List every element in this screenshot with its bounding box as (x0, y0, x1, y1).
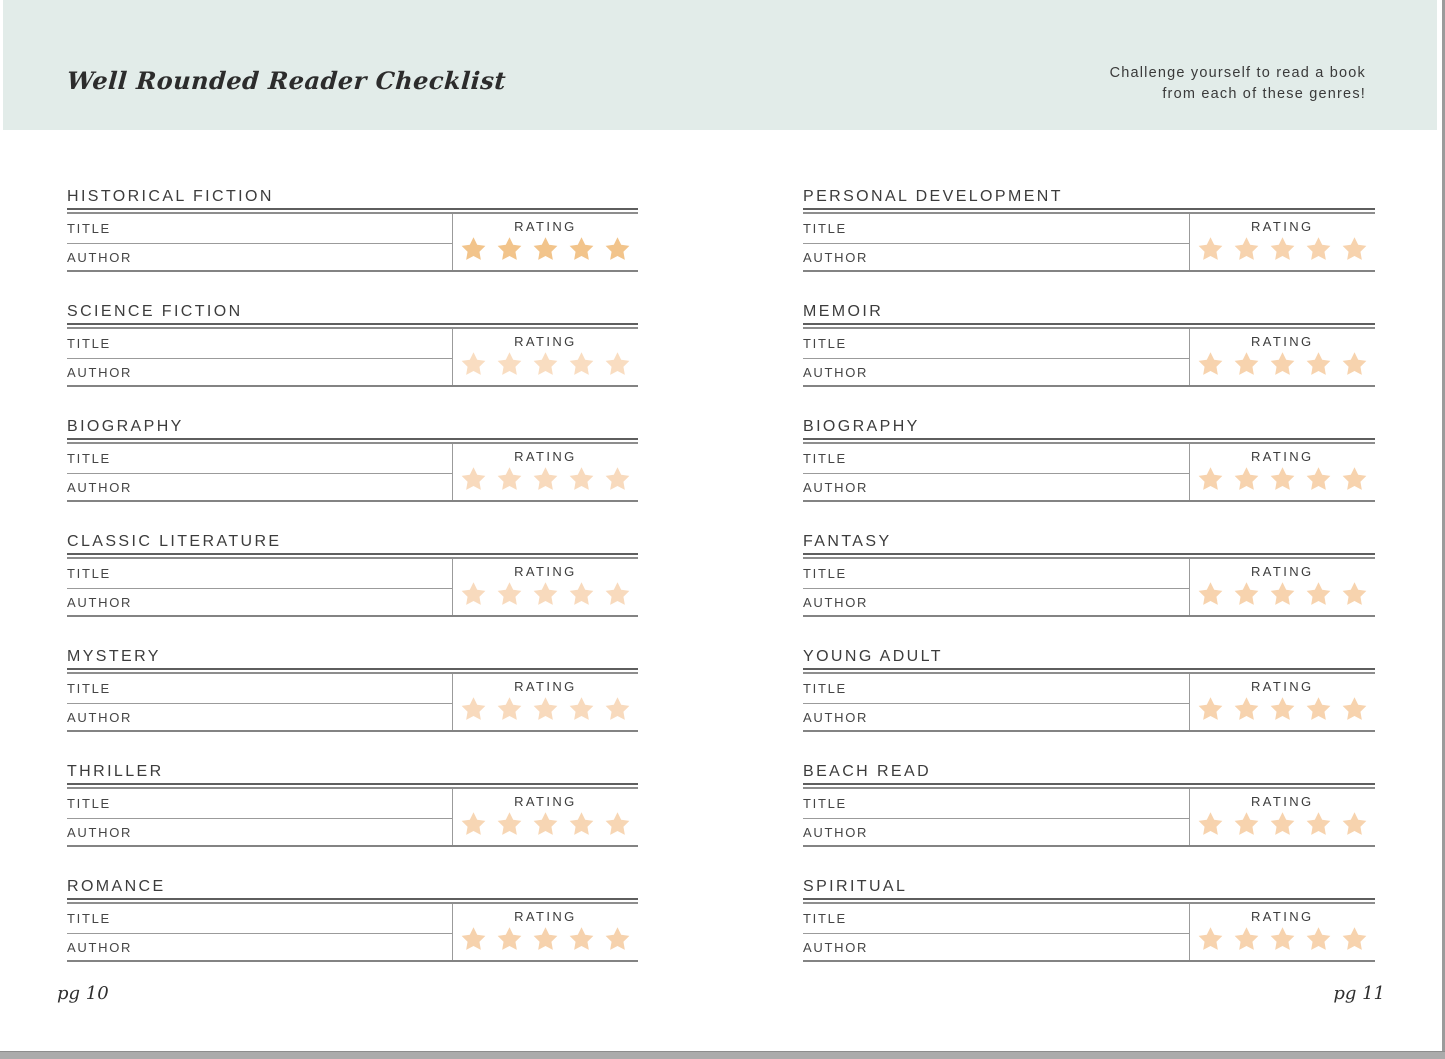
author-field (803, 244, 1189, 270)
header-subtitle-line2: from each of these genres! (1162, 86, 1366, 102)
genre-section (803, 301, 1375, 387)
genre-section (803, 416, 1375, 502)
title-field (803, 904, 1189, 934)
star-icon (1306, 697, 1331, 721)
title-field (803, 559, 1189, 589)
author-field (803, 474, 1189, 500)
rating-label: RATING (1250, 679, 1314, 694)
title-field (803, 329, 1189, 359)
author-label: AUTHOR (67, 594, 133, 610)
author-label: AUTHOR (803, 364, 869, 380)
header-banner (3, 0, 1437, 130)
star-icon (497, 697, 522, 721)
star-icon (533, 467, 558, 491)
title-label: TITLE (803, 911, 847, 926)
rating-cell (1189, 674, 1375, 730)
entry-fields (67, 214, 452, 270)
star-icon (569, 927, 594, 951)
rating-label: RATING (1250, 334, 1314, 349)
star-icon (1198, 697, 1223, 721)
author-label: AUTHOR (803, 709, 869, 725)
star-icon (533, 812, 558, 836)
star-icon (1234, 927, 1259, 951)
star-icon (1342, 352, 1367, 376)
entry-fields (803, 329, 1189, 385)
entry-fields (67, 559, 452, 615)
author-field (67, 474, 452, 500)
title-label: TITLE (67, 796, 111, 811)
star-icon (605, 927, 630, 951)
entry-fields (67, 329, 452, 385)
star-icon (1306, 352, 1331, 376)
star-icon (569, 812, 594, 836)
star-icon (497, 352, 522, 376)
entry-fields (803, 674, 1189, 730)
rating-cell (1189, 214, 1375, 270)
genre-heading: HISTORICAL FICTION (67, 188, 274, 205)
star-icon (1306, 237, 1331, 261)
sections-container (803, 186, 1375, 962)
star-icon (533, 352, 558, 376)
author-label: AUTHOR (67, 249, 133, 265)
genre-heading: YOUNG ADULT (803, 648, 943, 665)
star-icon (1270, 812, 1295, 836)
rating-cell (1189, 329, 1375, 385)
rating-label: RATING (514, 564, 577, 579)
title-field (67, 214, 452, 244)
title-label: TITLE (67, 336, 111, 351)
entry-rows (67, 904, 638, 962)
star-icon (497, 467, 522, 491)
author-field (803, 819, 1189, 845)
title-label: TITLE (803, 221, 847, 236)
star-icon (1198, 582, 1223, 606)
rating-label: RATING (1250, 219, 1314, 234)
star-icon (1342, 812, 1367, 836)
genre-heading: THRILLER (67, 763, 164, 780)
title-label: TITLE (67, 681, 111, 696)
star-icon (1270, 697, 1295, 721)
genre-section (67, 301, 638, 387)
star-icon (1270, 352, 1295, 376)
author-field (803, 704, 1189, 730)
star-icon (497, 582, 522, 606)
author-label: AUTHOR (803, 479, 869, 495)
star-icon (1234, 697, 1259, 721)
entry-fields (67, 444, 452, 500)
star-icon (533, 237, 558, 261)
title-field (803, 674, 1189, 704)
star-icon (569, 582, 594, 606)
entry-rows (67, 214, 638, 272)
author-label: AUTHOR (67, 709, 133, 725)
author-label: AUTHOR (803, 939, 869, 955)
rating-cell (452, 674, 638, 730)
checklist-page-right (803, 186, 1375, 991)
title-field (67, 904, 452, 934)
star-rating (1190, 812, 1375, 836)
title-field (803, 444, 1189, 474)
star-icon (1234, 812, 1259, 836)
star-rating (1190, 697, 1375, 721)
star-icon (1306, 467, 1331, 491)
genre-section (803, 531, 1375, 617)
genre-section (803, 876, 1375, 962)
genre-heading: BEACH READ (803, 763, 932, 780)
author-field (67, 934, 452, 960)
star-icon (533, 927, 558, 951)
entry-rows (803, 789, 1375, 847)
rating-label: RATING (1250, 564, 1314, 579)
title-label: TITLE (67, 911, 111, 926)
star-rating (453, 812, 638, 836)
star-icon (1198, 237, 1223, 261)
entry-fields (803, 904, 1189, 960)
star-icon (461, 237, 486, 261)
star-icon (1198, 352, 1223, 376)
genre-heading: BIOGRAPHY (67, 418, 184, 435)
author-field (803, 589, 1189, 615)
page-number-left: pg 10 (57, 983, 109, 1004)
star-icon (461, 812, 486, 836)
star-icon (1306, 812, 1331, 836)
author-label: AUTHOR (67, 479, 133, 495)
entry-rows (803, 329, 1375, 387)
title-label: TITLE (67, 221, 111, 236)
genre-heading: ROMANCE (67, 878, 166, 895)
page-number-right: pg 11 (1333, 983, 1385, 1004)
star-icon (1198, 927, 1223, 951)
genre-section (67, 416, 638, 502)
rating-label: RATING (514, 794, 577, 809)
star-icon (1234, 352, 1259, 376)
author-label: AUTHOR (67, 824, 133, 840)
checklist-page-left (67, 186, 638, 991)
star-rating (1190, 927, 1375, 951)
star-icon (605, 237, 630, 261)
star-icon (605, 582, 630, 606)
rating-cell (1189, 789, 1375, 845)
rating-cell (1189, 904, 1375, 960)
entry-rows (67, 444, 638, 502)
author-field (803, 934, 1189, 960)
genre-section (803, 761, 1375, 847)
author-field (67, 704, 452, 730)
genre-heading: PERSONAL DEVELOPMENT (803, 188, 1063, 205)
author-label: AUTHOR (67, 939, 133, 955)
author-label: AUTHOR (67, 364, 133, 380)
star-icon (1270, 237, 1295, 261)
title-field (67, 444, 452, 474)
author-field (67, 244, 452, 270)
star-icon (605, 697, 630, 721)
entry-fields (803, 789, 1189, 845)
genre-heading: SCIENCE FICTION (67, 303, 243, 320)
title-label: TITLE (803, 451, 847, 466)
star-icon (605, 352, 630, 376)
rating-cell (452, 789, 638, 845)
star-rating (1190, 237, 1375, 261)
author-label: AUTHOR (803, 594, 869, 610)
title-label: TITLE (803, 681, 847, 696)
star-icon (1342, 467, 1367, 491)
star-icon (1342, 582, 1367, 606)
star-icon (605, 467, 630, 491)
genre-section (67, 761, 638, 847)
title-label: TITLE (67, 566, 111, 581)
star-icon (497, 237, 522, 261)
entry-rows (803, 444, 1375, 502)
star-rating (1190, 467, 1375, 491)
star-icon (1234, 467, 1259, 491)
star-icon (569, 697, 594, 721)
title-field (67, 329, 452, 359)
genre-heading: MEMOIR (803, 303, 884, 320)
star-icon (1306, 582, 1331, 606)
star-icon (605, 812, 630, 836)
rating-label: RATING (1250, 909, 1314, 924)
star-icon (461, 582, 486, 606)
rating-cell (452, 214, 638, 270)
entry-fields (67, 789, 452, 845)
star-icon (569, 237, 594, 261)
rating-label: RATING (514, 449, 577, 464)
entry-fields (67, 904, 452, 960)
rating-cell (1189, 444, 1375, 500)
star-icon (1342, 237, 1367, 261)
title-label: TITLE (803, 796, 847, 811)
page-title: Well Rounded Reader Checklist (65, 66, 508, 95)
star-icon (1198, 467, 1223, 491)
entry-fields (803, 214, 1189, 270)
star-rating (1190, 582, 1375, 606)
entry-rows (803, 674, 1375, 732)
star-icon (569, 352, 594, 376)
rating-cell (452, 329, 638, 385)
rating-label: RATING (514, 679, 577, 694)
genre-section (803, 186, 1375, 272)
title-field (67, 789, 452, 819)
genre-section (67, 646, 638, 732)
genre-section (803, 646, 1375, 732)
genre-heading: BIOGRAPHY (803, 418, 920, 435)
genre-heading: MYSTERY (67, 648, 161, 665)
star-icon (1270, 927, 1295, 951)
header-subtitle-line1: Challenge yourself to read a book (1109, 65, 1366, 81)
entry-fields (803, 444, 1189, 500)
star-icon (461, 927, 486, 951)
star-icon (497, 812, 522, 836)
header-subtitle (1110, 63, 1366, 105)
author-label: AUTHOR (803, 824, 869, 840)
star-rating (453, 352, 638, 376)
author-field (67, 359, 452, 385)
entry-rows (67, 789, 638, 847)
entry-rows (67, 559, 638, 617)
entry-rows (803, 214, 1375, 272)
genre-section (67, 531, 638, 617)
title-field (67, 559, 452, 589)
title-field (803, 789, 1189, 819)
rating-label: RATING (514, 909, 577, 924)
star-icon (1234, 237, 1259, 261)
star-icon (1270, 582, 1295, 606)
star-icon (533, 582, 558, 606)
entry-rows (803, 904, 1375, 962)
star-icon (533, 697, 558, 721)
star-icon (1270, 467, 1295, 491)
genre-section (67, 876, 638, 962)
sections-container (67, 186, 638, 962)
rating-label: RATING (514, 334, 577, 349)
star-rating (453, 582, 638, 606)
page-edge-bottom (0, 1051, 1445, 1059)
title-field (803, 214, 1189, 244)
star-rating (453, 927, 638, 951)
entry-rows (803, 559, 1375, 617)
star-rating (453, 467, 638, 491)
genre-heading: SPIRITUAL (803, 878, 908, 895)
entry-fields (67, 674, 452, 730)
entry-rows (67, 329, 638, 387)
title-field (67, 674, 452, 704)
title-label: TITLE (803, 336, 847, 351)
entry-fields (803, 559, 1189, 615)
genre-heading: FANTASY (803, 533, 892, 550)
genre-heading: CLASSIC LITERATURE (67, 533, 282, 550)
star-icon (461, 697, 486, 721)
rating-label: RATING (1250, 449, 1314, 464)
rating-label: RATING (1250, 794, 1314, 809)
star-icon (1234, 582, 1259, 606)
star-icon (461, 352, 486, 376)
star-icon (569, 467, 594, 491)
author-field (803, 359, 1189, 385)
author-label: AUTHOR (803, 249, 869, 265)
genre-section (67, 186, 638, 272)
entry-rows (67, 674, 638, 732)
rating-cell (452, 904, 638, 960)
title-label: TITLE (67, 451, 111, 466)
star-icon (461, 467, 486, 491)
star-rating (1190, 352, 1375, 376)
rating-cell (452, 559, 638, 615)
star-icon (1342, 697, 1367, 721)
star-icon (497, 927, 522, 951)
star-rating (453, 697, 638, 721)
author-field (67, 589, 452, 615)
author-field (67, 819, 452, 845)
rating-cell (452, 444, 638, 500)
star-rating (453, 237, 638, 261)
star-icon (1342, 927, 1367, 951)
star-icon (1306, 927, 1331, 951)
title-label: TITLE (803, 566, 847, 581)
rating-cell (1189, 559, 1375, 615)
star-icon (1198, 812, 1223, 836)
rating-label: RATING (514, 219, 577, 234)
